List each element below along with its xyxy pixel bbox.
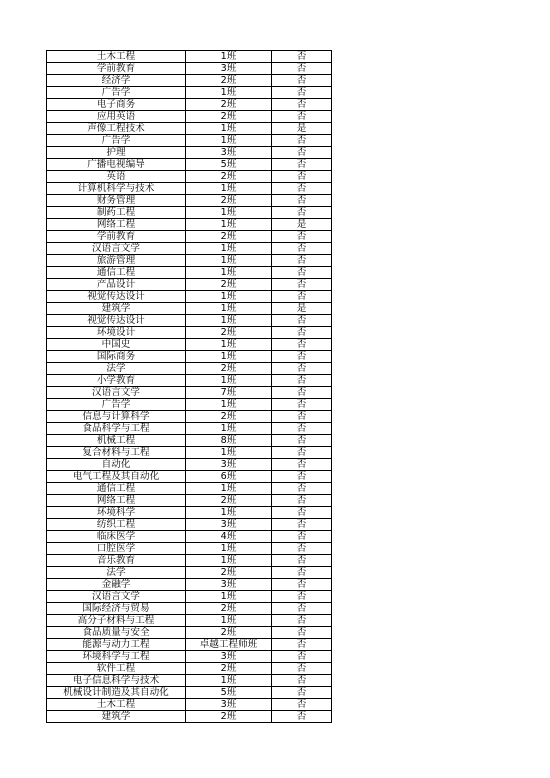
table-row [47,183,332,195]
table-row [47,603,332,615]
major-cell: 声像工程技术 [47,123,186,135]
table-row [47,99,332,111]
table-row [47,87,332,99]
major-cell: 小学教育 [47,375,186,387]
class-count-cell: 2班 [186,327,272,339]
class-count-cell: 1班 [186,123,272,135]
major-cell: 网络工程 [47,219,186,231]
table-row [47,375,332,387]
major-cell: 建筑学 [47,711,186,723]
flag-cell: 否 [272,555,332,567]
flag-cell: 否 [272,579,332,591]
flag-cell: 否 [272,519,332,531]
class-count-cell: 5班 [186,159,272,171]
table-row [47,135,332,147]
flag-cell: 否 [272,663,332,675]
major-cell: 财务管理 [47,195,186,207]
flag-cell: 否 [272,615,332,627]
table-row [47,195,332,207]
class-count-cell: 3班 [186,519,272,531]
class-count-cell: 1班 [186,615,272,627]
table-row [47,435,332,447]
class-count-cell: 卓越工程师班 [186,639,272,651]
table-row [47,687,332,699]
class-count-cell: 1班 [186,243,272,255]
flag-cell: 否 [272,459,332,471]
major-cell: 计算机科学与技术 [47,183,186,195]
table-row [47,171,332,183]
table-row [47,147,332,159]
flag-cell: 否 [272,423,332,435]
flag-cell: 否 [272,567,332,579]
flag-cell: 是 [272,123,332,135]
table-row [47,579,332,591]
table-row [47,399,332,411]
class-count-cell: 1班 [186,51,272,63]
table-row [47,123,332,135]
flag-cell: 否 [272,231,332,243]
flag-cell: 否 [272,711,332,723]
class-count-cell: 1班 [186,483,272,495]
class-count-cell: 2班 [186,171,272,183]
major-cell: 信息与计算科学 [47,411,186,423]
flag-cell: 否 [272,435,332,447]
major-cell: 学前教育 [47,63,186,75]
class-count-cell: 6班 [186,471,272,483]
flag-cell: 否 [272,351,332,363]
table-row [47,507,332,519]
major-cell: 视觉传达设计 [47,291,186,303]
major-cell: 旅游管理 [47,255,186,267]
class-count-cell: 1班 [186,219,272,231]
major-cell: 食品质量与安全 [47,627,186,639]
flag-cell: 否 [272,471,332,483]
table-row [47,351,332,363]
flag-cell: 否 [272,243,332,255]
major-cell: 土木工程 [47,51,186,63]
table-row [47,699,332,711]
major-cell: 中国史 [47,339,186,351]
flag-cell: 否 [272,291,332,303]
table-row [47,327,332,339]
major-cell: 制药工程 [47,207,186,219]
table-row [47,411,332,423]
table-row [47,627,332,639]
major-cell: 国际经济与贸易 [47,603,186,615]
major-cell: 国际商务 [47,351,186,363]
major-cell: 土木工程 [47,699,186,711]
class-count-cell: 1班 [186,447,272,459]
major-cell: 能源与动力工程 [47,639,186,651]
major-cell: 临床医学 [47,531,186,543]
major-cell: 自动化 [47,459,186,471]
table-row [47,315,332,327]
class-count-cell: 1班 [186,135,272,147]
class-count-cell: 1班 [186,207,272,219]
major-cell: 广告学 [47,399,186,411]
class-count-cell: 1班 [186,555,272,567]
class-count-cell: 3班 [186,651,272,663]
major-cell: 英语 [47,171,186,183]
class-count-cell: 1班 [186,423,272,435]
major-cell: 通信工程 [47,267,186,279]
major-cell: 音乐教育 [47,555,186,567]
table-row [47,159,332,171]
class-count-cell: 2班 [186,279,272,291]
table-row [47,51,332,63]
table-row [47,75,332,87]
class-count-cell: 3班 [186,579,272,591]
class-count-cell: 3班 [186,63,272,75]
flag-cell: 否 [272,411,332,423]
major-cell: 纺织工程 [47,519,186,531]
table-row [47,471,332,483]
flag-cell: 否 [272,699,332,711]
flag-cell: 否 [272,627,332,639]
flag-cell: 否 [272,363,332,375]
table-row [47,483,332,495]
class-count-cell: 2班 [186,111,272,123]
flag-cell: 否 [272,147,332,159]
flag-cell: 否 [272,447,332,459]
class-count-cell: 1班 [186,339,272,351]
flag-cell: 否 [272,591,332,603]
major-cell: 经济学 [47,75,186,87]
major-cell: 高分子材料与工程 [47,615,186,627]
flag-cell: 否 [272,639,332,651]
table-row [47,711,332,723]
table-row [47,219,332,231]
table-row [47,651,332,663]
flag-cell: 否 [272,603,332,615]
class-count-cell: 1班 [186,507,272,519]
major-cell: 金融学 [47,579,186,591]
table-row [47,495,332,507]
class-count-cell: 2班 [186,711,272,723]
class-count-cell: 7班 [186,387,272,399]
table-row [47,639,332,651]
flag-cell: 否 [272,279,332,291]
table-row [47,207,332,219]
table-row [47,231,332,243]
flag-cell: 否 [272,687,332,699]
table-row [47,387,332,399]
table-row [47,555,332,567]
flag-cell: 否 [272,207,332,219]
major-cell: 法学 [47,363,186,375]
flag-cell: 否 [272,171,332,183]
class-count-cell: 1班 [186,183,272,195]
major-cell: 广播电视编导 [47,159,186,171]
table-row [47,363,332,375]
major-cell: 食品科学与工程 [47,423,186,435]
table-row [47,459,332,471]
table-row [47,615,332,627]
major-cell: 电子信息科学与技术 [47,675,186,687]
flag-cell: 否 [272,339,332,351]
flag-cell: 否 [272,507,332,519]
table-row [47,663,332,675]
table-row [47,519,332,531]
major-cell: 机械工程 [47,435,186,447]
major-cell: 环境设计 [47,327,186,339]
flag-cell: 否 [272,75,332,87]
flag-cell: 否 [272,483,332,495]
flag-cell: 是 [272,219,332,231]
flag-cell: 否 [272,387,332,399]
table-row [47,591,332,603]
class-count-cell: 2班 [186,99,272,111]
table-row [47,303,332,315]
class-count-cell: 3班 [186,459,272,471]
major-cell: 环境科学与工程 [47,651,186,663]
table-row [47,267,332,279]
flag-cell: 否 [272,543,332,555]
major-cell: 广告学 [47,135,186,147]
major-cell: 应用英语 [47,111,186,123]
class-count-cell: 2班 [186,363,272,375]
flag-cell: 否 [272,327,332,339]
flag-cell: 否 [272,495,332,507]
flag-cell: 否 [272,111,332,123]
major-cell: 电子商务 [47,99,186,111]
major-cell: 复合材料与工程 [47,447,186,459]
flag-cell: 否 [272,183,332,195]
class-count-cell: 1班 [186,351,272,363]
table-row [47,543,332,555]
major-cell: 广告学 [47,87,186,99]
class-count-cell: 2班 [186,75,272,87]
flag-cell: 否 [272,651,332,663]
table-row [47,63,332,75]
major-cell: 汉语言文学 [47,387,186,399]
major-cell: 护理 [47,147,186,159]
major-cell: 环境科学 [47,507,186,519]
flag-cell: 否 [272,195,332,207]
major-cell: 建筑学 [47,303,186,315]
flag-cell: 否 [272,531,332,543]
flag-cell: 否 [272,135,332,147]
class-count-cell: 2班 [186,495,272,507]
flag-cell: 否 [272,99,332,111]
class-count-cell: 1班 [186,543,272,555]
major-cell: 电气工程及其自动化 [47,471,186,483]
class-count-cell: 1班 [186,675,272,687]
class-count-cell: 1班 [186,375,272,387]
class-count-cell: 4班 [186,531,272,543]
major-cell: 软件工程 [47,663,186,675]
table-row [47,531,332,543]
class-count-cell: 2班 [186,195,272,207]
major-cell: 法学 [47,567,186,579]
class-count-cell: 2班 [186,411,272,423]
class-count-cell: 3班 [186,147,272,159]
flag-cell: 否 [272,51,332,63]
table-row [47,291,332,303]
flag-cell: 是 [272,303,332,315]
table-row [47,675,332,687]
class-count-cell: 1班 [186,315,272,327]
major-cell: 机械设计制造及其自动化 [47,687,186,699]
flag-cell: 否 [272,375,332,387]
flag-cell: 否 [272,675,332,687]
class-count-cell: 1班 [186,303,272,315]
flag-cell: 否 [272,399,332,411]
major-cell: 汉语言文学 [47,243,186,255]
table-row [47,255,332,267]
table-row [47,111,332,123]
flag-cell: 否 [272,267,332,279]
major-cell: 视觉传达设计 [47,315,186,327]
class-count-cell: 2班 [186,663,272,675]
class-count-cell: 1班 [186,87,272,99]
class-count-cell: 1班 [186,291,272,303]
class-count-cell: 2班 [186,231,272,243]
class-count-cell: 3班 [186,699,272,711]
class-count-cell: 1班 [186,255,272,267]
major-cell: 产品设计 [47,279,186,291]
table-row [47,567,332,579]
flag-cell: 否 [272,87,332,99]
table-row [47,423,332,435]
flag-cell: 否 [272,315,332,327]
table-body [47,51,332,723]
major-cell: 口腔医学 [47,543,186,555]
major-cell: 汉语言文学 [47,591,186,603]
class-count-cell: 1班 [186,267,272,279]
class-count-cell: 2班 [186,567,272,579]
class-count-cell: 2班 [186,627,272,639]
major-cell: 通信工程 [47,483,186,495]
class-count-cell: 1班 [186,399,272,411]
class-count-cell: 2班 [186,603,272,615]
table-row [47,447,332,459]
major-class-table [46,50,332,723]
table-row [47,243,332,255]
class-count-cell: 8班 [186,435,272,447]
table-row [47,339,332,351]
major-cell: 网络工程 [47,495,186,507]
major-cell: 学前教育 [47,231,186,243]
class-count-cell: 5班 [186,687,272,699]
flag-cell: 否 [272,63,332,75]
flag-cell: 否 [272,255,332,267]
flag-cell: 否 [272,159,332,171]
class-count-cell: 1班 [186,591,272,603]
table-row [47,279,332,291]
